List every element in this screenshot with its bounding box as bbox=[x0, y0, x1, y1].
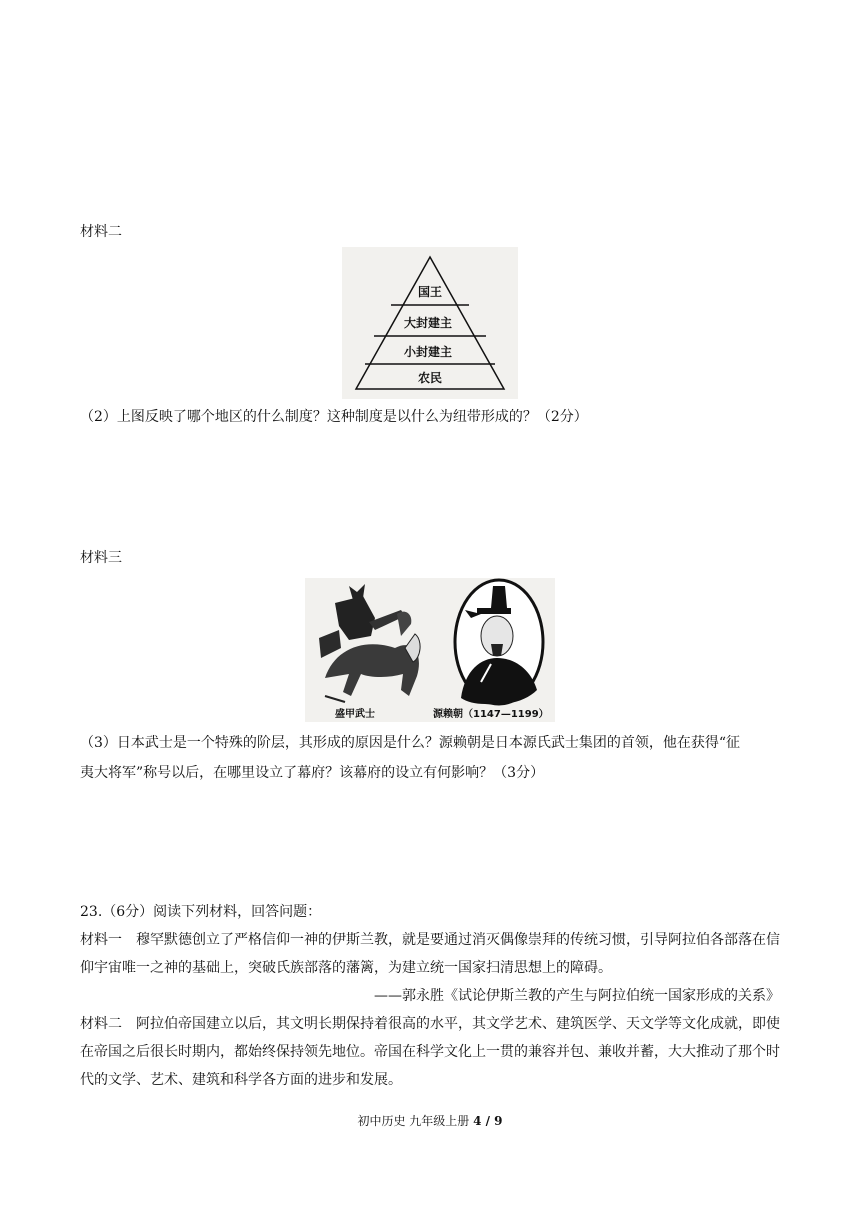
caption-minamoto-no-yoritomo: 源赖朝（1147—1199） bbox=[433, 709, 549, 720]
samurai-figure bbox=[305, 578, 555, 722]
pyramid-tier-great-lords: 大封建主 bbox=[404, 316, 453, 330]
material-2-label: 材料二 bbox=[80, 224, 122, 240]
feudal-pyramid-figure bbox=[342, 247, 518, 399]
question-23-material-2: 材料二 阿拉伯帝国建立以后，其文明长期保持着很高的水平，其文学艺术、建筑医学、天文学等文化成就，即使在帝国之后很长时期内，都始终保持领先地位。帝国在科学文化上一贯的兼容并包、兼收并蓄，大大推动了那个时代的文学、艺术、建筑和科学各方面的进步和发展。 bbox=[80, 1016, 780, 1088]
question-3-line-1: （3）日本武士是一个特殊的阶层，其形成的原因是什么？源赖朝是日本源氏武士集团的首领，他在获得“征 bbox=[80, 735, 741, 751]
pyramid-tier-minor-lords: 小封建主 bbox=[404, 345, 453, 359]
pyramid-tier-king: 国王 bbox=[418, 285, 443, 299]
armored-warrior-icon bbox=[319, 584, 420, 702]
question-2: （2）上图反映了哪个地区的什么制度？这种制度是以什么为纽带形成的？（2分） bbox=[80, 409, 588, 425]
material-3-label: 材料三 bbox=[80, 550, 122, 566]
caption-armored-warrior: 盛甲武士 bbox=[335, 709, 375, 720]
footer-title: 初中历史 九年级上册 bbox=[357, 1114, 474, 1128]
pyramid-tier-peasants: 农民 bbox=[418, 371, 443, 385]
question-23-source: ——郭永胜《试论伊斯兰教的产生与阿拉伯统一国家形成的关系》 bbox=[374, 988, 780, 1004]
page-footer bbox=[0, 1112, 860, 1130]
question-23-material-1: 材料一 穆罕默德创立了严格信仰一神的伊斯兰教，就是要通过消灭偶像崇拜的传统习惯，引导阿拉伯各部落在信仰宇宙唯一之神的基础上，突破氏族部落的藩篱，为建立统一国家扫清思想上的障碍。 bbox=[80, 932, 780, 976]
minamoto-portrait-icon bbox=[455, 580, 543, 704]
question-23-header: 23.（6分）阅读下列材料，回答问题： bbox=[80, 904, 322, 920]
samurai-illustrations bbox=[305, 578, 555, 722]
page-number: 4 / 9 bbox=[473, 1114, 503, 1128]
question-3-line-2: 夷大将军”称号以后，在哪里设立了幕府？该幕府的设立有何影响？（3分） bbox=[80, 765, 545, 781]
